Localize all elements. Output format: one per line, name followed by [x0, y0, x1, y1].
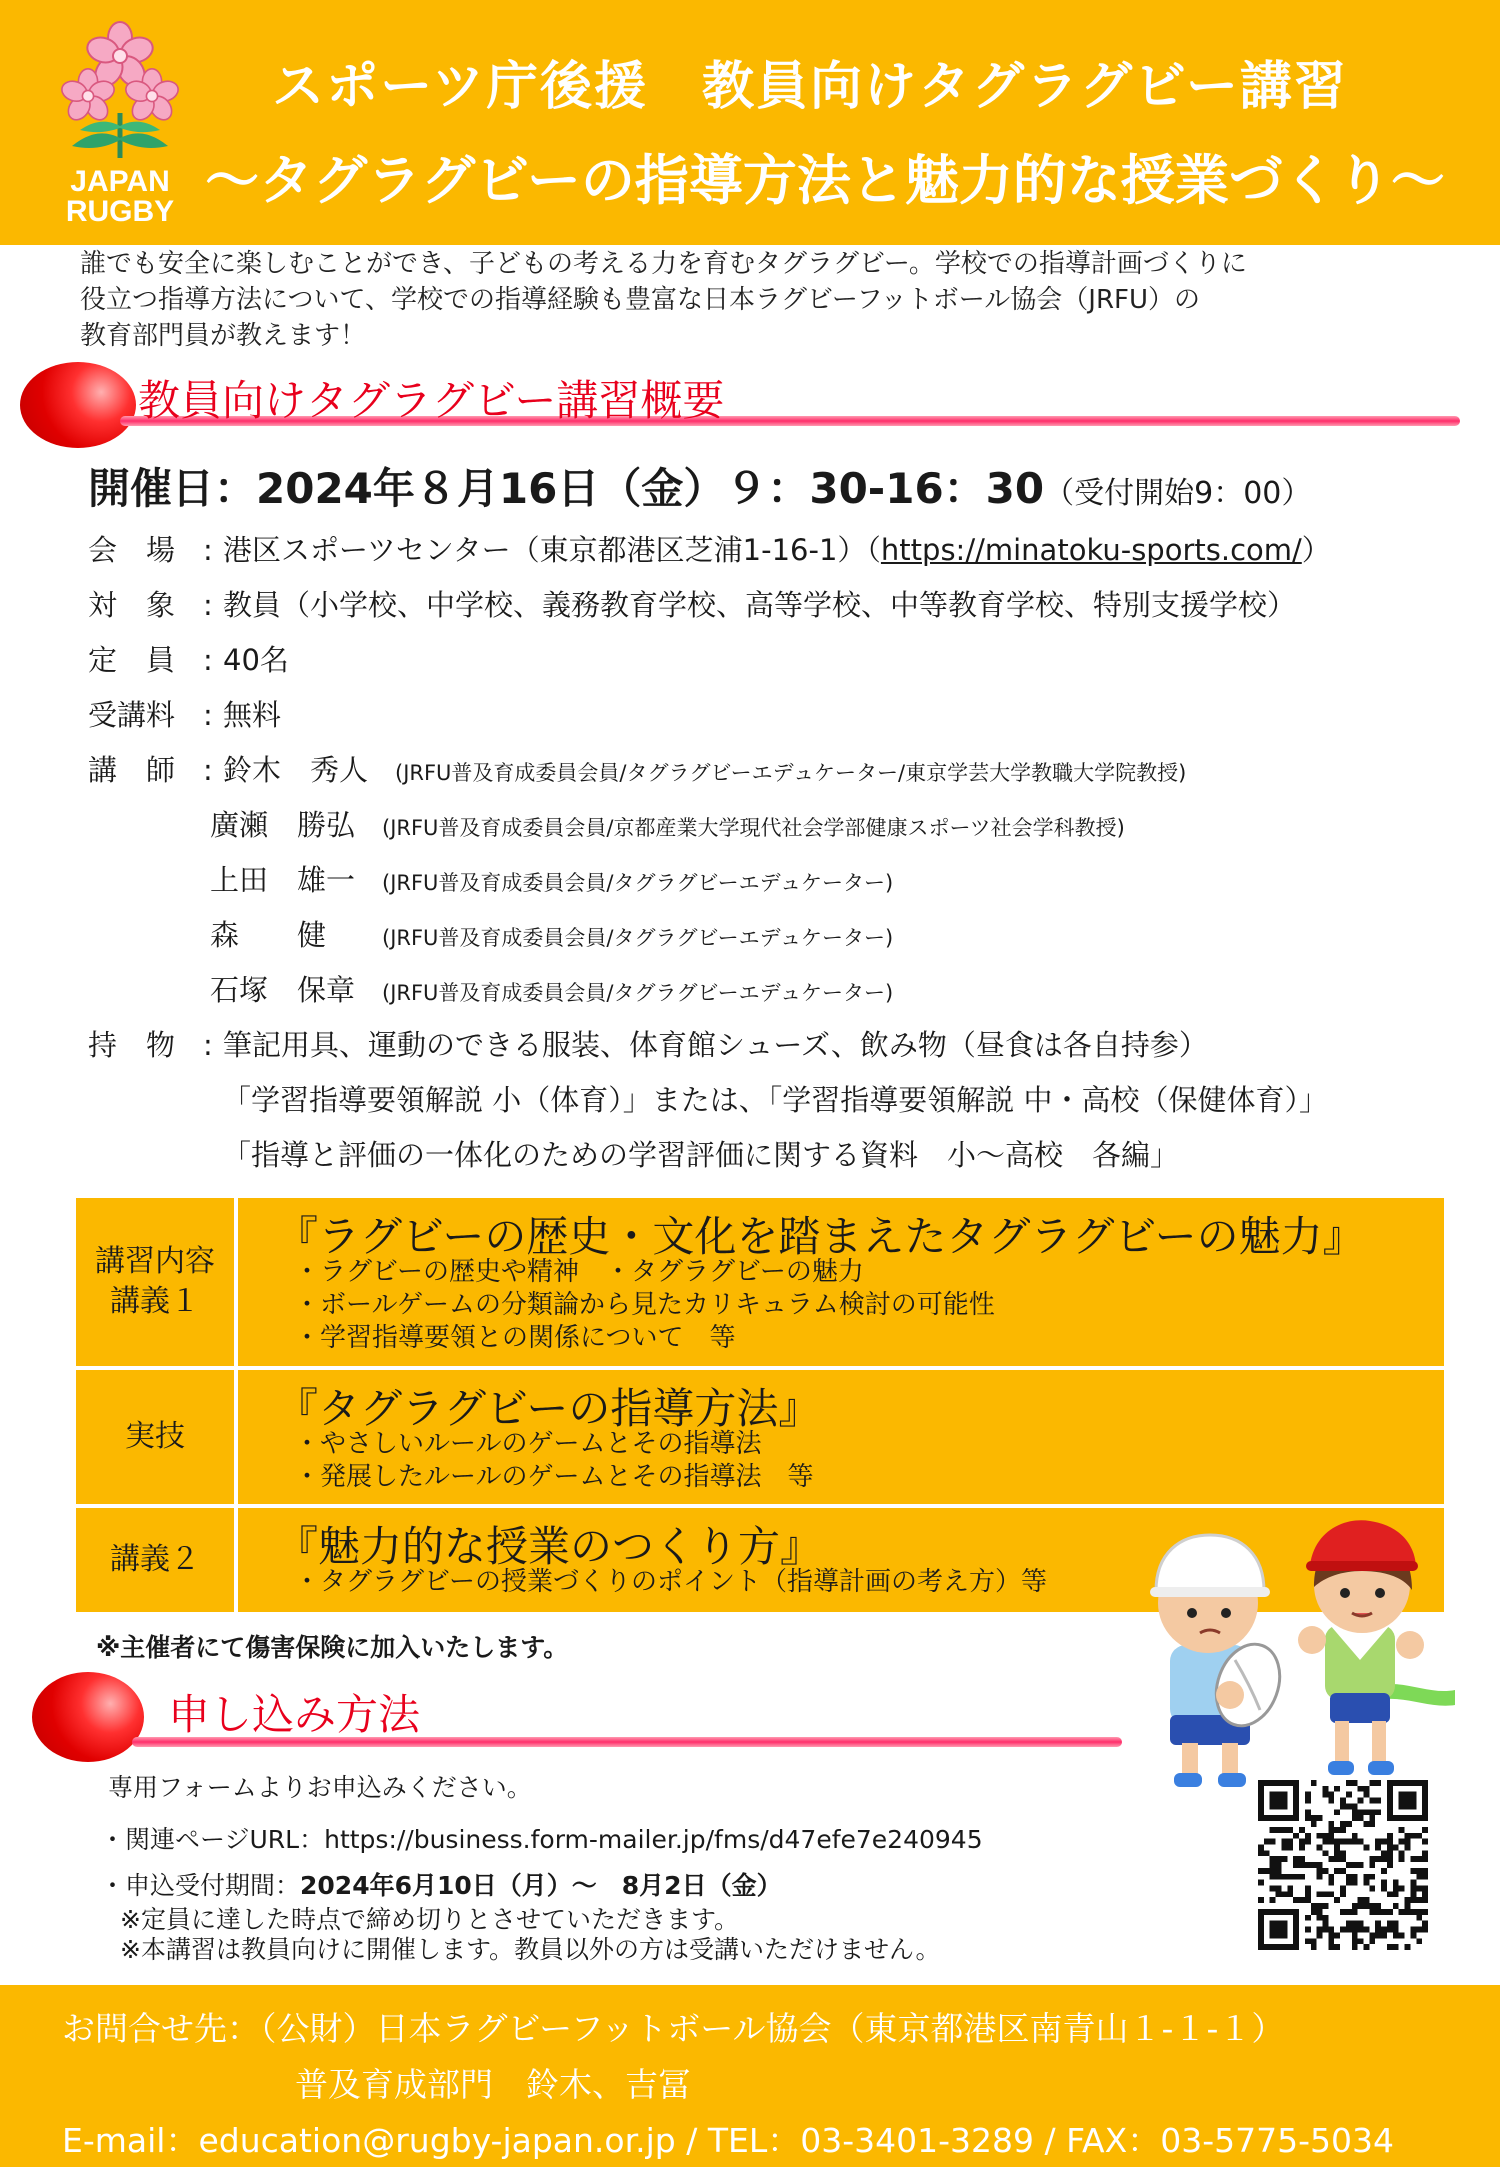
apply-section-header [32, 1672, 1112, 1762]
apply-url[interactable]: ・関連ページURL：https://business.form-mailer.jp/fms/d47efe7e240945 [100, 1825, 983, 1854]
target-value: 教員（小学校、中学校、義務教育学校、高等学校、中等教育学校、特別支援学校） [223, 588, 1297, 622]
instructor-affiliation: (JRFU普及育成委員会員/タグラグビーエデュケーター/東京学芸大学教職大学院教授) [395, 761, 1187, 785]
page-subtitle: ～タグラグビーの指導方法と魅力的な授業づくり～ [205, 149, 1445, 212]
intro-line: 誰でも安全に楽しむことができ、子どもの考える力を育むタグラグビー。学校での指導計画づくりに [80, 249, 1247, 279]
target-label: 対 象 [88, 588, 176, 622]
apply-note: ※定員に達した時点で締め切りとさせていただきます。 [120, 1905, 739, 1934]
apply-period-label: ・申込受付期間： [100, 1871, 301, 1900]
lecture1-bullets: ・ラグビーの歴史や精神 ・タグラグビーの魅力 ・ボールゲームの分類論から見たカリキュラム検討の可能性 ・学習指導要領との関係について 等 [294, 1257, 995, 1353]
intro-line: 役立つ指導方法について、学校での指導経験も豊富な日本ラグビーフットボール協会（JRFU）の [80, 285, 1200, 315]
venue-url-link[interactable]: https://minatoku-sports.com/ [880, 533, 1302, 567]
practice-bullets: ・やさしいルールのゲームとその指導法 ・発展したルールのゲームとその指導法 等 [294, 1429, 814, 1492]
venue-row: 会 場 : 港区スポーツセンター（東京都港区芝浦1-16-1）（https://minatoku-sports.com/） [88, 528, 1331, 569]
lecture2-title: 『魅力的な授業のつくり方』 [276, 1522, 823, 1571]
target-row: 対 象 : 教員（小学校、中学校、義務教育学校、高等学校、中等教育学校、特別支援学校） [88, 583, 1296, 624]
overview-section-header [20, 362, 1450, 452]
contact-email-tel-fax: E-mail：education@rugby-japan.or.jp / TEL：03-3401-3289 / FAX：03-5775-5034 [62, 2121, 1395, 2160]
contact-footer [0, 1985, 1500, 2167]
event-date-main: 開催日：2024年８月16日（金）９：30-16：30 [88, 464, 1045, 513]
instructor-row [210, 968, 893, 1009]
items-row: 持 物 : 筆記用具、運動のできる服装、体育館シューズ、飲み物（昼食は各自持参） [88, 1023, 1208, 1064]
instructor-affiliation: (JRFU普及育成委員会員/タグラグビーエデュケーター) [382, 981, 894, 1005]
red-dot-icon [32, 1672, 144, 1762]
reception-time: （受付開始9：00） [1044, 476, 1312, 511]
header-banner [0, 0, 1500, 245]
capacity-label: 定 員 [88, 643, 176, 677]
row-label: 講義２ [76, 1508, 238, 1612]
capacity-row: 定 員 : 40名 [88, 638, 289, 679]
qr-code[interactable] [1258, 1780, 1428, 1950]
table-row [76, 1370, 1444, 1504]
apply-period [100, 1866, 782, 1902]
contact-department: 普及育成部門 鈴木、吉冨 [295, 2065, 691, 2104]
instructor-row [210, 803, 1125, 844]
items-value: 筆記用具、運動のできる服装、体育館シューズ、飲み物（昼食は各自持参） [223, 1028, 1208, 1062]
intro-text [80, 246, 1420, 354]
logo-text-japan: JAPAN [70, 165, 170, 198]
fee-row: 受講料 : 無料 [88, 693, 281, 734]
instructor-row [210, 858, 893, 899]
instructor-name: 上田 雄一 [210, 863, 356, 897]
red-dot-icon [20, 362, 136, 448]
fee-label: 受講料 [88, 698, 176, 732]
instructor-name: 石塚 保章 [210, 973, 356, 1007]
apply-instruction: 専用フォームよりお申込みください。 [108, 1773, 532, 1802]
capacity-value: 40名 [223, 643, 289, 677]
apply-note: ※本講習は教員向けに開催します。教員以外の方は受講いただけません。 [120, 1935, 941, 1964]
contact-organization: お問合せ先：（公財）日本ラグビーフットボール協会（東京都港区南青山１-１-１） [62, 2009, 1285, 2048]
kids-playing-rugby-illustration [1130, 1495, 1470, 1795]
apply-period-value: 2024年6月10日（月）～ 8月2日（金） [300, 1871, 782, 1900]
practice-title: 『タグラグビーの指導方法』 [276, 1384, 821, 1433]
overview-section-title: 教員向けタグラグビー講習概要 [138, 376, 725, 425]
row-label: 実技 [76, 1370, 238, 1504]
instructor-label: 講 師 [88, 753, 176, 787]
fee-value: 無料 [223, 698, 282, 732]
instructor-name: 森 健 [210, 918, 327, 952]
instructor-row [210, 913, 893, 954]
apply-section-title: 申し込み方法 [168, 1690, 421, 1739]
items-line: 「指導と評価の一体化のための学習評価に関する資料 小～高校 各編」 [222, 1138, 1180, 1172]
page-title: スポーツ庁後援 教員向けタグラグビー講習 [272, 57, 1348, 117]
instructor-affiliation: (JRFU普及育成委員会員/タグラグビーエデュケーター) [382, 871, 894, 895]
lecture1-title: 『ラグビーの歴史・文化を踏まえたタグラグビーの魅力』 [276, 1212, 1365, 1261]
logo-text-rugby: RUGBY [65, 195, 175, 228]
insurance-note: ※主催者にて傷害保険に加入いたします。 [96, 1633, 569, 1662]
items-line: 「学習指導要領解説 小（体育）」または、「学習指導要領解説 中・高校（保健体育）」 [222, 1083, 1328, 1117]
instructor-name: 廣瀬 勝弘 [210, 808, 356, 842]
instructor-row: 講 師 : 鈴木 秀人 (JRFU普及育成委員会員/タグラグビーエデュケーター/東京学芸大学教職大学院教授) [88, 748, 1186, 789]
items-label: 持 物 [88, 1028, 176, 1062]
intro-line: 教育部門員が教えます！ [80, 321, 367, 351]
instructor-name: 鈴木 秀人 [223, 753, 369, 787]
table-row [76, 1198, 1444, 1366]
venue-value: 港区スポーツセンター（東京都港区芝浦1-16-1）（ [223, 533, 881, 567]
lecture2-bullets: ・タグラグビーの授業づくりのポイント（指導計画の考え方）等 [294, 1567, 1047, 1597]
venue-label: 会 場 [88, 533, 176, 567]
row-label: 講習内容 講義１ [76, 1198, 238, 1366]
instructor-affiliation: (JRFU普及育成委員会員/タグラグビーエデュケーター) [382, 926, 894, 950]
event-date [88, 456, 1311, 516]
instructor-affiliation: (JRFU普及育成委員会員/京都産業大学現代社会学部健康スポーツ社会学科教授) [382, 816, 1125, 840]
